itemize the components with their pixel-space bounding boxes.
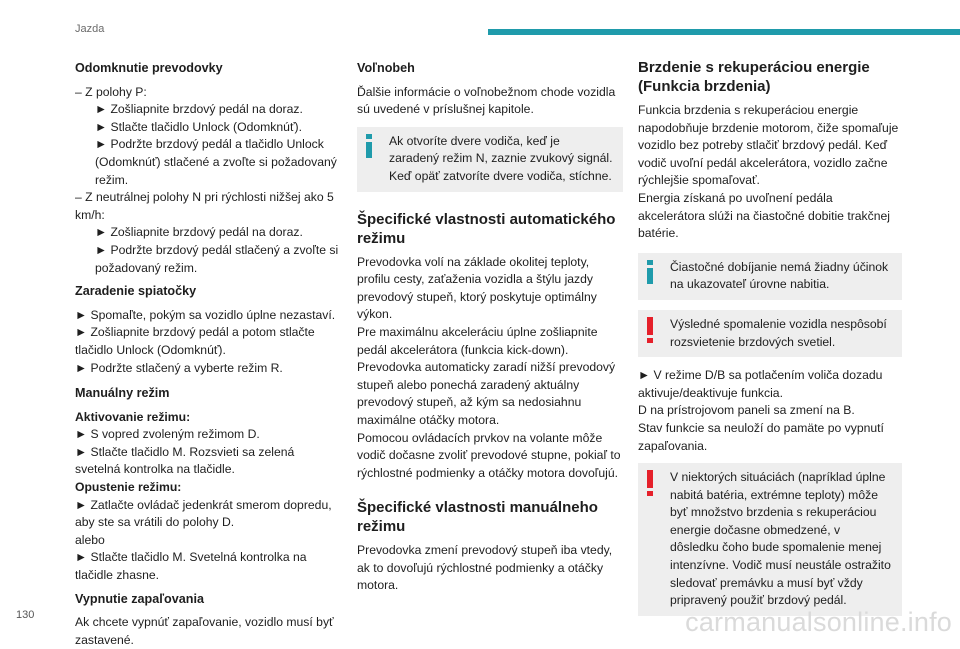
paragraph: Pomocou ovládacích prvkov na volante môže vodič dočasne zvoliť prevodové stupne, pokiaľ to rýchlostné podmienky a otáčky motora dovoľujú. (357, 430, 621, 480)
text-line: ► Zošliapnite brzdový pedál a potom stlačte tlačidlo Unlock (Odomknúť). (75, 325, 315, 357)
heading-manual-specifics: Špecifické vlastnosti manuálneho režimu (357, 499, 598, 536)
heading-reverse: Zaradenie spiatočky (75, 284, 197, 299)
text-line: ► Podržte stlačený a vyberte režim R. (75, 360, 283, 375)
header-accent-bar (488, 29, 960, 35)
note-text: Výsledné spomalenie vozidla nespôsobí rozsvietenie brzdových svetiel. (670, 316, 887, 349)
heading-idle: Voľnobeh (357, 61, 415, 75)
paragraph: ► V režime D/B sa potlačením voliča dozadu aktivuje/deaktivuje funkcia. (638, 368, 883, 400)
subheading: Aktivovanie režimu: (75, 409, 191, 424)
heading-automatic-mode: Špecifické vlastnosti automatického režimu (357, 210, 616, 247)
text-line: – Z neutrálnej polohy N pri rýchlosti nižšej ako 5 km/h: (75, 190, 334, 222)
text-line: ► S vopred zvoleným režimom D. (75, 427, 260, 442)
text-line: ► Stlačte tlačidlo M. Rozsvieti sa zelená svetelná kontrolka na tlačidle. (75, 444, 295, 477)
note-text: Ak otvoríte dvere vodiča, keď je zaradený režim N, zaznie zvukový signál. Keď opäť zatvoríte dvere vodiča, stíchne. (389, 133, 613, 183)
info-icon (366, 134, 372, 156)
heading-regenerative-braking: Brzdenie s rekuperáciou energie (Funkcia brzdenia) (638, 59, 870, 95)
info-note (357, 127, 623, 192)
paragraph: Prevodovka zmení prevodový stupeň iba vtedy, ak to dovoľujú rýchlostné podmienky a otáčky motora. (357, 543, 613, 593)
heading-ignition-off: Vypnutie zapaľovania (75, 591, 204, 606)
column-3 (638, 58, 902, 616)
text-line: ► Stlačte tlačidlo M. Svetelná kontrolka na tlačidle zhasne. (75, 550, 307, 583)
text-line: – Z polohy P: (75, 84, 147, 99)
paragraph: Energia získaná po uvoľnení pedála akcelerátora slúži na čiastočné dobitie trakčnej batérie. (638, 190, 891, 241)
section-title: Jazda (75, 23, 105, 35)
text-line: alebo (75, 532, 105, 547)
text-line: ► Podržte brzdový pedál stlačený a zvoľte si požadovaný režim. (95, 242, 339, 275)
paragraph: Prevodovka volí na základe okolitej teploty, profilu cesty, zaťaženia vozidla a štýlu jazdy prevodový stupeň, ktorý poskytuje optimálny výkon. (357, 254, 597, 322)
heading-manual-mode: Manuálny režim (75, 386, 170, 401)
text-line: ► Zošliapnite brzdový pedál na doraz. (95, 225, 303, 240)
paragraph: Ďalšie informácie o voľnobežnom chode vozidla sú uvedené v príslušnej kapitole. (357, 84, 616, 117)
warning-note (638, 463, 902, 616)
note-text: V niektorých situáciách (napríklad úplne nabitá batéria, extrémne teploty) môže byť množstvo brzdenia s rekuperáciou energie dočasne obmedzené, v dôsledku čoho bude spomalenie menej intenzívne. Vodič musí neustále ostražito sledovať premávku a musí byť vždy pripravený použiť brzdový pedál. (670, 470, 891, 608)
heading-unlock-gearbox: Odomknutie prevodovky (75, 61, 223, 75)
text-line: ► Zošliapnite brzdový pedál na doraz. (95, 102, 303, 117)
text-line: ► Podržte brzdový pedál a tlačidlo Unlock (Odomknúť) stlačené a zvoľte si požadovaný režim. (95, 137, 337, 187)
column-2 (357, 60, 623, 595)
text-line: ► Stlačte tlačidlo Unlock (Odomknúť). (95, 119, 302, 134)
paragraph: Pre maximálnu akceleráciu úplne zošliapnite pedál akcelerátora (funkcia kick-down). (357, 324, 598, 357)
info-note (638, 253, 902, 300)
warning-icon (647, 470, 653, 496)
text-line: ► Zatlačte ovládač jedenkrát smerom dopredu, aby ste sa vrátili do polohy D. (75, 497, 332, 530)
paragraph: D na prístrojovom paneli sa zmení na B. (638, 403, 855, 418)
watermark: carmanualsonline.info (685, 607, 952, 637)
paragraph: Prevodovka automaticky zaradí nižší prevodový stupeň alebo ponechá zaradený aktuálny prevodový stupeň, až kým sa nedosiahnu maximálne otáčky motora. (357, 360, 616, 427)
text-line: ► Spomaľte, pokým sa vozidlo úplne nezastaví. (75, 307, 336, 322)
warning-icon (647, 317, 653, 343)
subheading: Opustenie režimu: (75, 480, 182, 495)
paragraph: Funkcia brzdenia s rekuperáciou energie napodobňuje brzdenie motorom, čiže spomaľuje vozidlo bez potreby stlačiť brzdový pedál. Keď vodič uvoľní pedál akcelerátora, vozidlo začne rýchlejšie spomaľovať. (638, 103, 899, 188)
text-line: Ak chcete vypnúť zapaľovanie, vozidlo musí byť zastavené. (75, 615, 334, 647)
note-text: Čiastočné dobíjanie nemá žiadny účinok na ukazovateľ úrovne nabitia. (670, 259, 889, 292)
warning-note (638, 310, 902, 357)
info-icon (647, 260, 653, 282)
paragraph: Stav funkcie sa neuloží do pamäte po vypnutí zapaľovania. (638, 420, 884, 453)
column-1 (75, 60, 343, 649)
page-number: 130 (16, 609, 35, 621)
